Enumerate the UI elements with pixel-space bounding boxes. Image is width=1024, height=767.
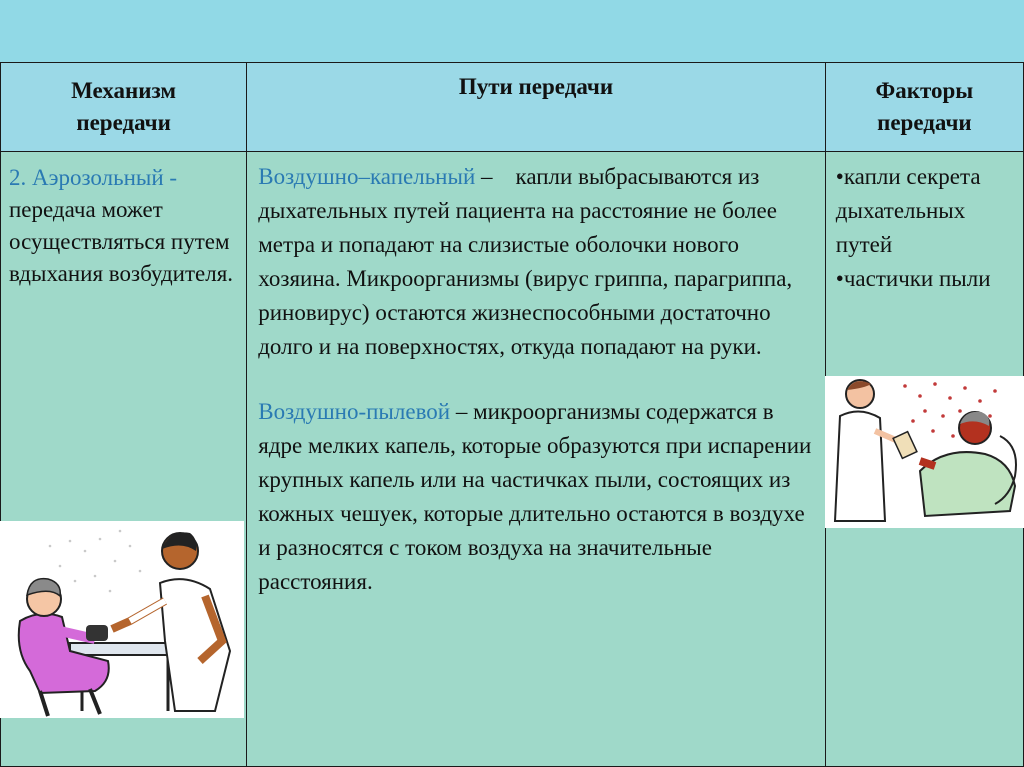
doctor-patient-illustration <box>825 376 1024 528</box>
header-factors <box>825 63 1023 152</box>
route-airborne-droplet <box>258 160 815 364</box>
factors-list <box>826 152 1023 296</box>
route-term: Воздушно–капельный <box>258 164 476 189</box>
route-term: Воздушно-пылевой <box>258 399 451 424</box>
doctor-clipart-image <box>825 376 1024 528</box>
list-item: •капли секрета дыхательных путей <box>835 164 981 257</box>
table-header-row <box>1 63 1024 152</box>
header-mechanism-line-2: передачи <box>76 110 171 135</box>
nurse-blood-pressure-illustration <box>0 521 244 718</box>
list-item: •частички пыли <box>835 266 991 291</box>
nurse-clipart-image <box>0 521 244 718</box>
slide-top-band <box>0 0 1024 62</box>
routes-description <box>247 152 825 599</box>
mechanism-text: передача может осуществляться путем вдыхания возбудителя. <box>9 197 234 286</box>
route-text: – микроорганизмы содержатся в ядре мелких капель, которые образуются при испарении крупных капель или на частичках пыли, состоящих из кожных чешуек, которые длительно остаются в воздухе и разносятся с током воздуха на значительные расстояния. <box>258 399 812 594</box>
mechanism-description <box>1 152 246 290</box>
header-routes-label: Пути передачи <box>458 74 614 99</box>
header-mechanism-line-1: Механизм <box>71 78 177 103</box>
route-airborne-dust <box>258 395 815 599</box>
header-routes <box>247 63 826 152</box>
cell-routes <box>247 152 826 767</box>
header-mechanism <box>1 63 247 152</box>
header-factors-line-2: передачи <box>877 110 972 135</box>
mechanism-label: 2. Аэрозольный - <box>9 165 178 190</box>
route-text: – капли выбрасываются из дыхательных путей пациента на расстояние не более метра и попадают на слизистые оболочки нового хозяина. Микроорганизмы (вирус гриппа, парагриппа, риновирус) остаются жизнеспособными достаточно долго и на поверхностях, откуда попадают на руки. <box>258 164 798 359</box>
header-factors-line-1: Факторы <box>875 78 974 103</box>
